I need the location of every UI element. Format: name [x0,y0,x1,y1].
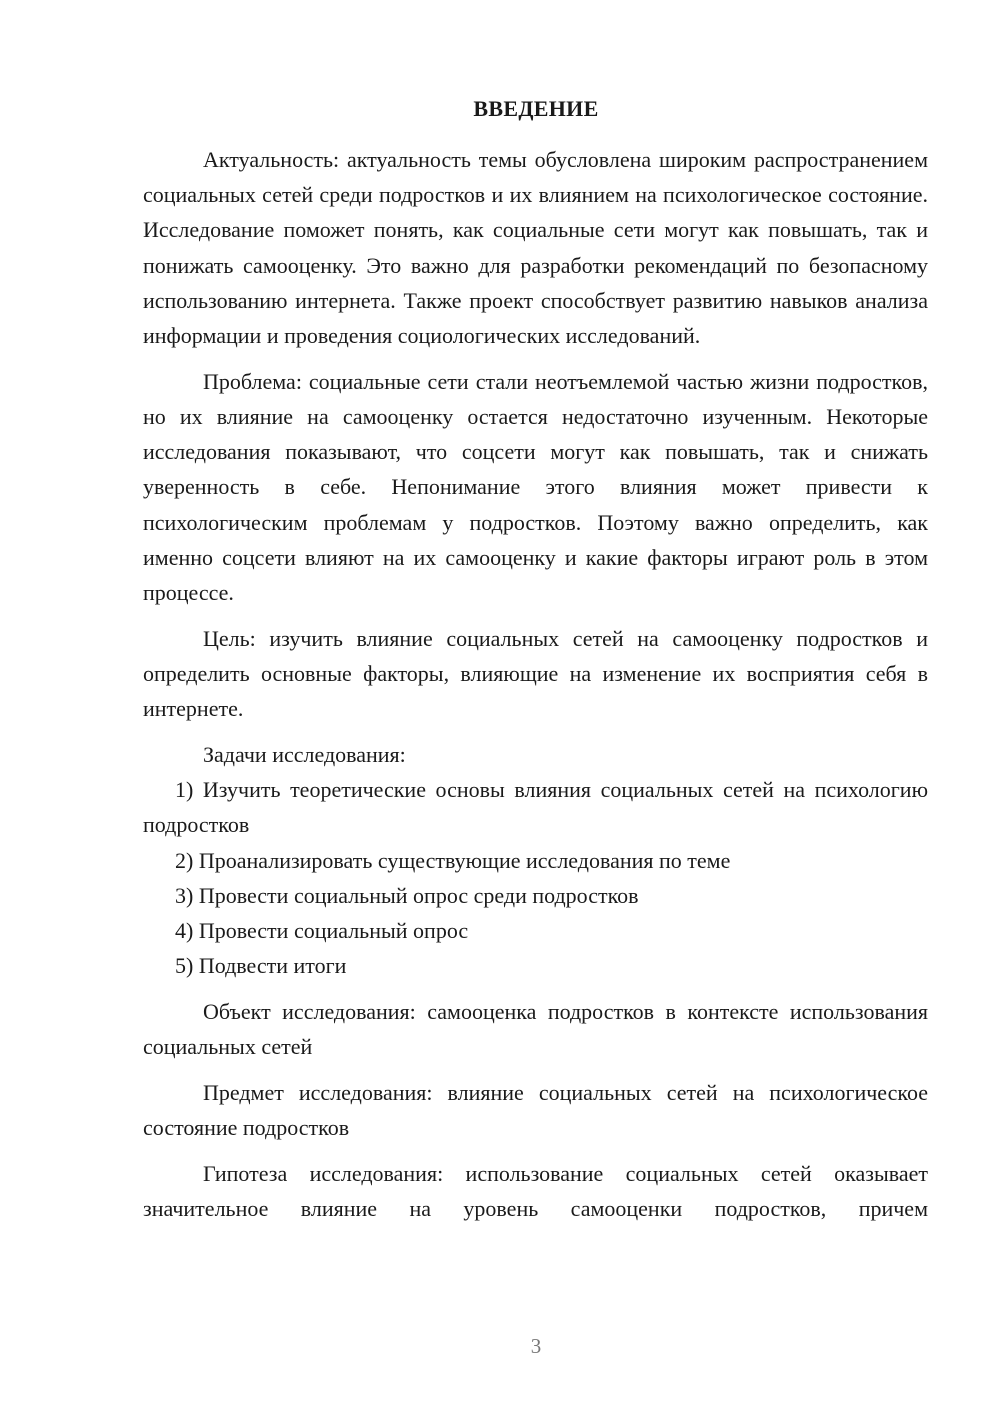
task-item-3: 3) Провести социальный опрос среди подростков [175,882,639,908]
hypothesis-paragraph: Гипотеза исследования: использование социальных сетей оказывает значительное влияние на уровень самооценки подростков, причем [143,1161,928,1222]
task-item-4: 4) Провести социальный опрос [175,918,469,944]
page-title: ВВЕДЕНИЕ [473,96,599,121]
body-text [143,142,928,1226]
tasks-heading: Задачи исследования: [203,742,406,768]
task-item-1: 1) Изучить теоретические основы влияния социальных сетей на психологию подростков [143,777,928,838]
object-paragraph: Объект исследования: самооценка подростков в контексте использования социальных сетей [143,999,928,1060]
subject-paragraph: Предмет исследования: влияние социальных сетей на психологическое состояние подростков [143,1080,928,1141]
problem-paragraph: Проблема: социальные сети стали неотъемлемой частью жизни подростков, но их влияние на самооценку остается недостаточно изученным. Некоторые исследования показывают, что соцсети могут как повышать, так и снижать уверенность в себе. Непонимание этого влияния может привести к психологическим проблемам у подростков. Поэтому важно определить, как именно соцсети влияют на их самооценку и какие факторы играют роль в этом процессе. [143,368,928,606]
goal-paragraph: Цель: изучить влияние социальных сетей на самооценку подростков и определить основные факторы, влияющие на изменение их восприятия себя в интернете. [143,625,928,722]
relevance-paragraph: Актуальность: актуальность темы обусловлена широким распространением социальных сетей среди подростков и их влиянием на психологическое состояние. Исследование поможет понять, как социальные сети могут как повышать, так и понижать самооценку. Это важно для разработки рекомендаций по безопасному использованию интернета. Также проект способствует развитию навыков анализа информации и проведения социологических исследований. [143,147,928,349]
task-item-5: 5) Подвести итоги [175,953,347,979]
page-number: 3 [530,1334,542,1358]
task-item-2: 2) Проанализировать существующие исследования по теме [175,847,731,873]
